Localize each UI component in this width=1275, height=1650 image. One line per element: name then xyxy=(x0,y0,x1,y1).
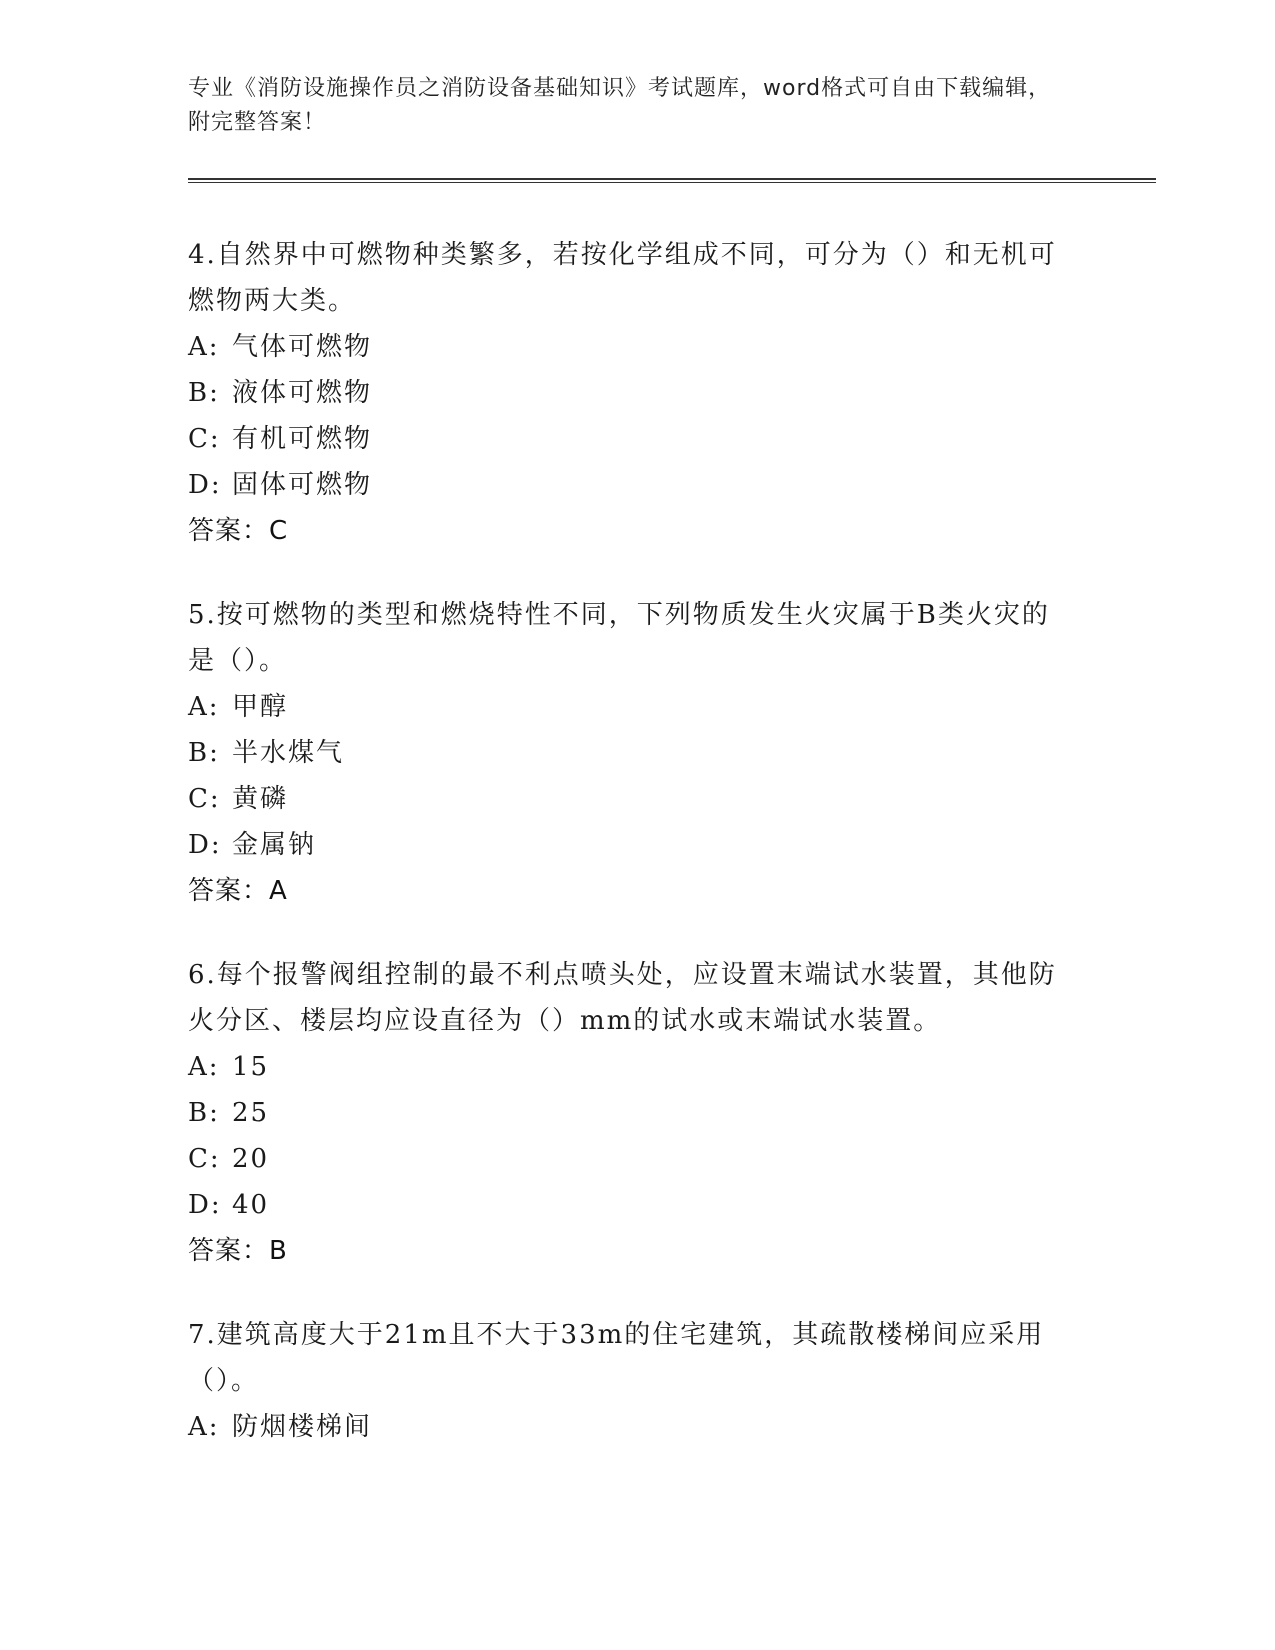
question-stem: 6.每个报警阀组控制的最不利点喷头处，应设置末端试水装置，其他防火分区、楼层均应设直径为（）mm的试水或末端试水装置。 xyxy=(188,960,1057,1036)
option-b xyxy=(188,370,1068,416)
question-5 xyxy=(188,592,1068,914)
option-text: 半水煤气 xyxy=(232,738,345,768)
option-letter: B: xyxy=(188,738,220,768)
question-list xyxy=(188,232,1068,1488)
option-letter: A: xyxy=(188,1052,220,1082)
option-text: 固体可燃物 xyxy=(232,470,373,500)
answer-line: 答案：A xyxy=(188,876,288,906)
option-b xyxy=(188,1090,1068,1136)
option-text: 20 xyxy=(232,1144,270,1174)
option-letter: C: xyxy=(188,1144,221,1174)
option-text: 甲醇 xyxy=(232,692,289,722)
option-letter: A: xyxy=(188,332,220,362)
option-d xyxy=(188,1182,1068,1228)
question-stem: 5.按可燃物的类型和燃烧特性不同，下列物质发生火灾属于B类火灾的是（）。 xyxy=(188,600,1050,676)
option-text: 黄磷 xyxy=(232,784,289,814)
option-c xyxy=(188,1136,1068,1182)
option-a xyxy=(188,1404,1068,1450)
option-text: 气体可燃物 xyxy=(232,332,373,362)
option-letter: A: xyxy=(188,692,220,722)
option-letter: D: xyxy=(188,830,222,860)
option-letter: B: xyxy=(188,1098,220,1128)
question-6 xyxy=(188,952,1068,1274)
option-text: 金属钠 xyxy=(232,830,317,860)
option-letter: B: xyxy=(188,378,220,408)
option-c xyxy=(188,416,1068,462)
option-b xyxy=(188,730,1068,776)
option-text: 40 xyxy=(232,1190,270,1220)
option-text: 25 xyxy=(232,1098,270,1128)
option-letter: A: xyxy=(188,1412,220,1442)
option-text: 有机可燃物 xyxy=(232,424,373,454)
option-d xyxy=(188,822,1068,868)
option-c xyxy=(188,776,1068,822)
option-letter: D: xyxy=(188,1190,222,1220)
option-text: 15 xyxy=(232,1052,270,1082)
option-letter: D: xyxy=(188,470,222,500)
question-7 xyxy=(188,1312,1068,1450)
header-divider xyxy=(188,178,1156,183)
option-text: 防烟楼梯间 xyxy=(232,1412,373,1442)
option-letter: C: xyxy=(188,784,221,814)
option-a xyxy=(188,684,1068,730)
question-4 xyxy=(188,232,1068,554)
option-a xyxy=(188,324,1068,370)
option-a xyxy=(188,1044,1068,1090)
answer-line: 答案：B xyxy=(188,1236,288,1266)
question-stem: 7.建筑高度大于21m且不大于33m的住宅建筑，其疏散楼梯间应采用（）。 xyxy=(188,1320,1045,1396)
option-text: 液体可燃物 xyxy=(232,378,373,408)
question-stem: 4.自然界中可燃物种类繁多，若按化学组成不同，可分为（）和无机可燃物两大类。 xyxy=(188,240,1057,316)
answer-line: 答案：C xyxy=(188,516,289,546)
option-letter: C: xyxy=(188,424,221,454)
option-d xyxy=(188,462,1068,508)
document-header: 专业《消防设施操作员之消防设备基础知识》考试题库，word格式可自由下载编辑，附完整答案！ xyxy=(188,76,1052,135)
